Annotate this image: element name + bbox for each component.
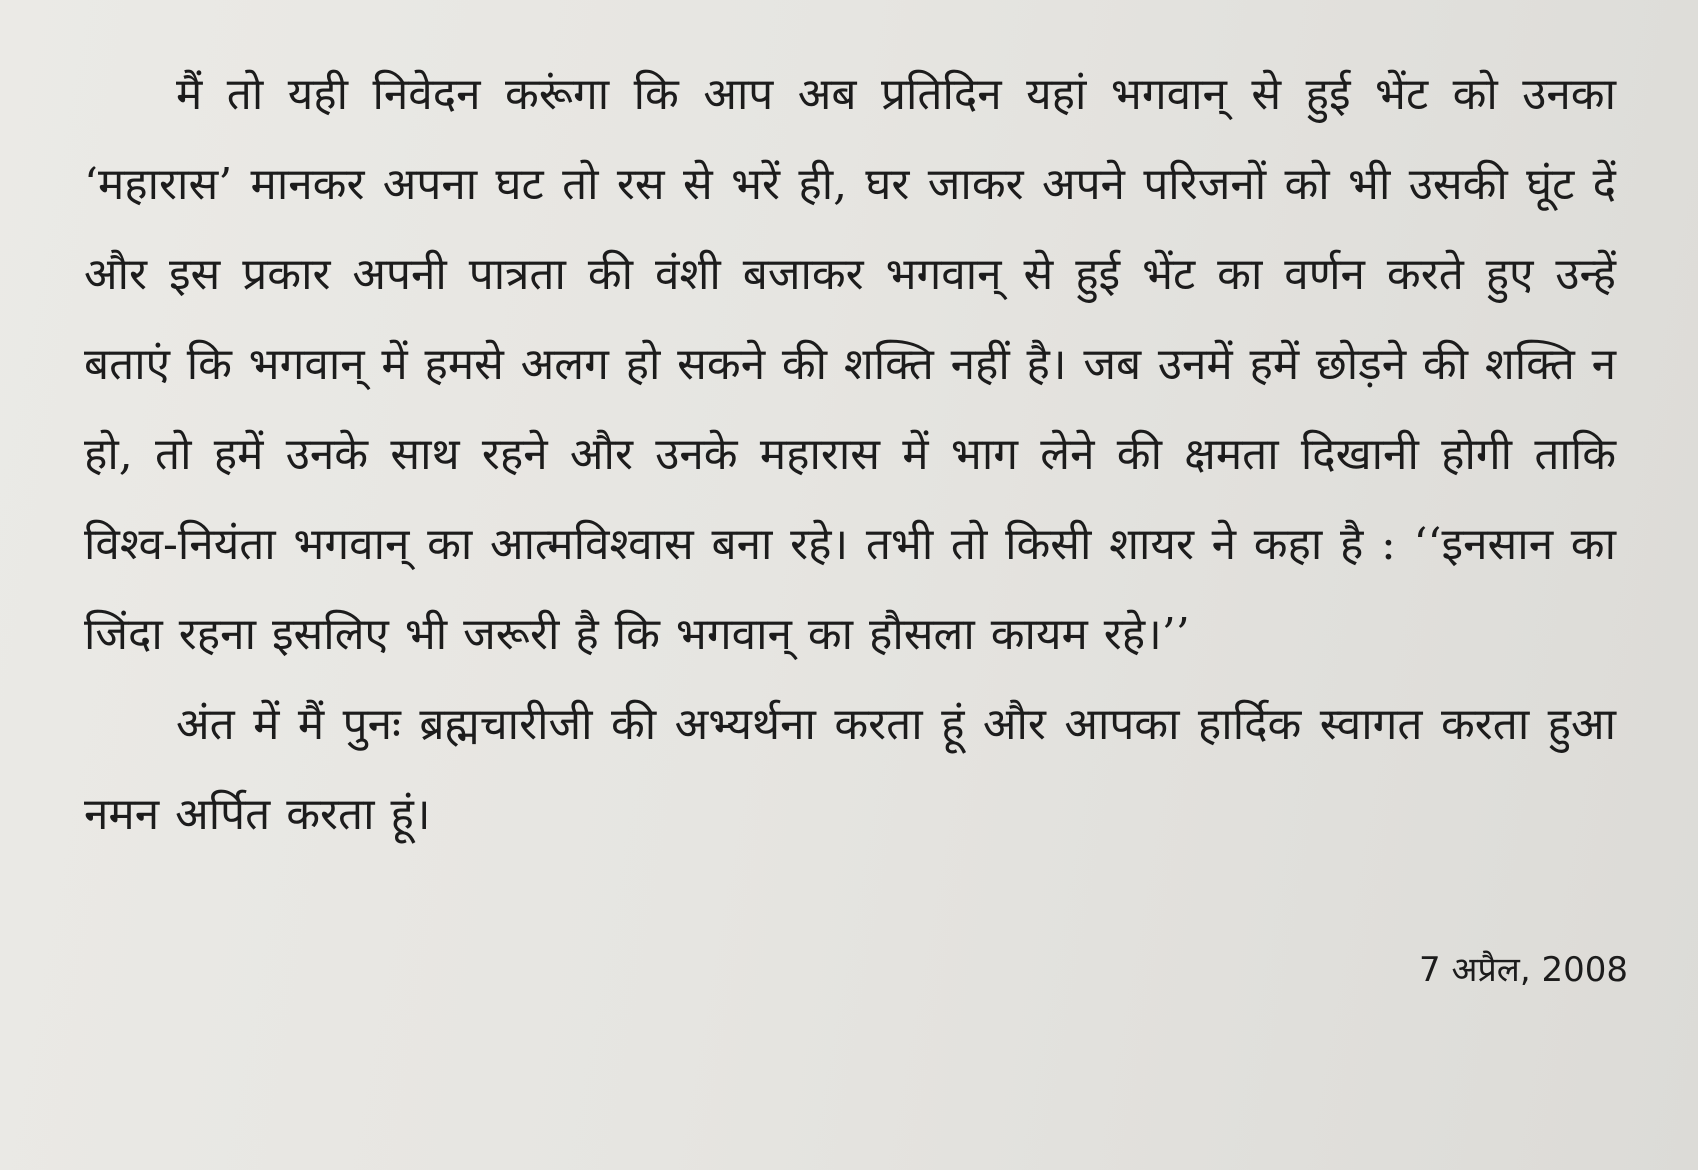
paragraph-2: अंत में मैं पुनः ब्रह्मचारीजी की अभ्यर्थना करता हूं और आपका हार्दिक स्वागत करता हुआ नमन अर्पित करता हूं। [84, 699, 1616, 840]
paragraph-1: मैं तो यही निवेदन करूंगा कि आप अब प्रतिदिन यहां भगवान् से हुई भेंट को उनका ‘महारास’ मानकर अपना घट तो रस से भरें ही, घर जाकर अपने परिजनों को भी उसकी घूंट दें और इस प्रकार अपनी पात्रता की वंशी बजाकर भगवान् से हुई भेंट का वर्णन करते हुए उन्हें बताएं कि भगवान् में हमसे अलग हो सकने की शक्ति नहीं है। जब उनमें हमें छोड़ने की शक्ति न हो, तो हमें उनके साथ रहने और उनके महारास में भाग लेने की क्षमता दिखानी होगी ताकि विश्व-नियंता भगवान् का आत्मविश्वास बना रहे। तभी तो किसी शायर ने कहा है : ‘‘इनसान का जिंदा रहना इसलिए भी जरूरी है कि भगवान् का हौसला कायम रहे।’’ [84, 69, 1616, 660]
body-text [84, 50, 1616, 860]
date-line: 7 अप्रैल, 2008 [1419, 950, 1628, 990]
